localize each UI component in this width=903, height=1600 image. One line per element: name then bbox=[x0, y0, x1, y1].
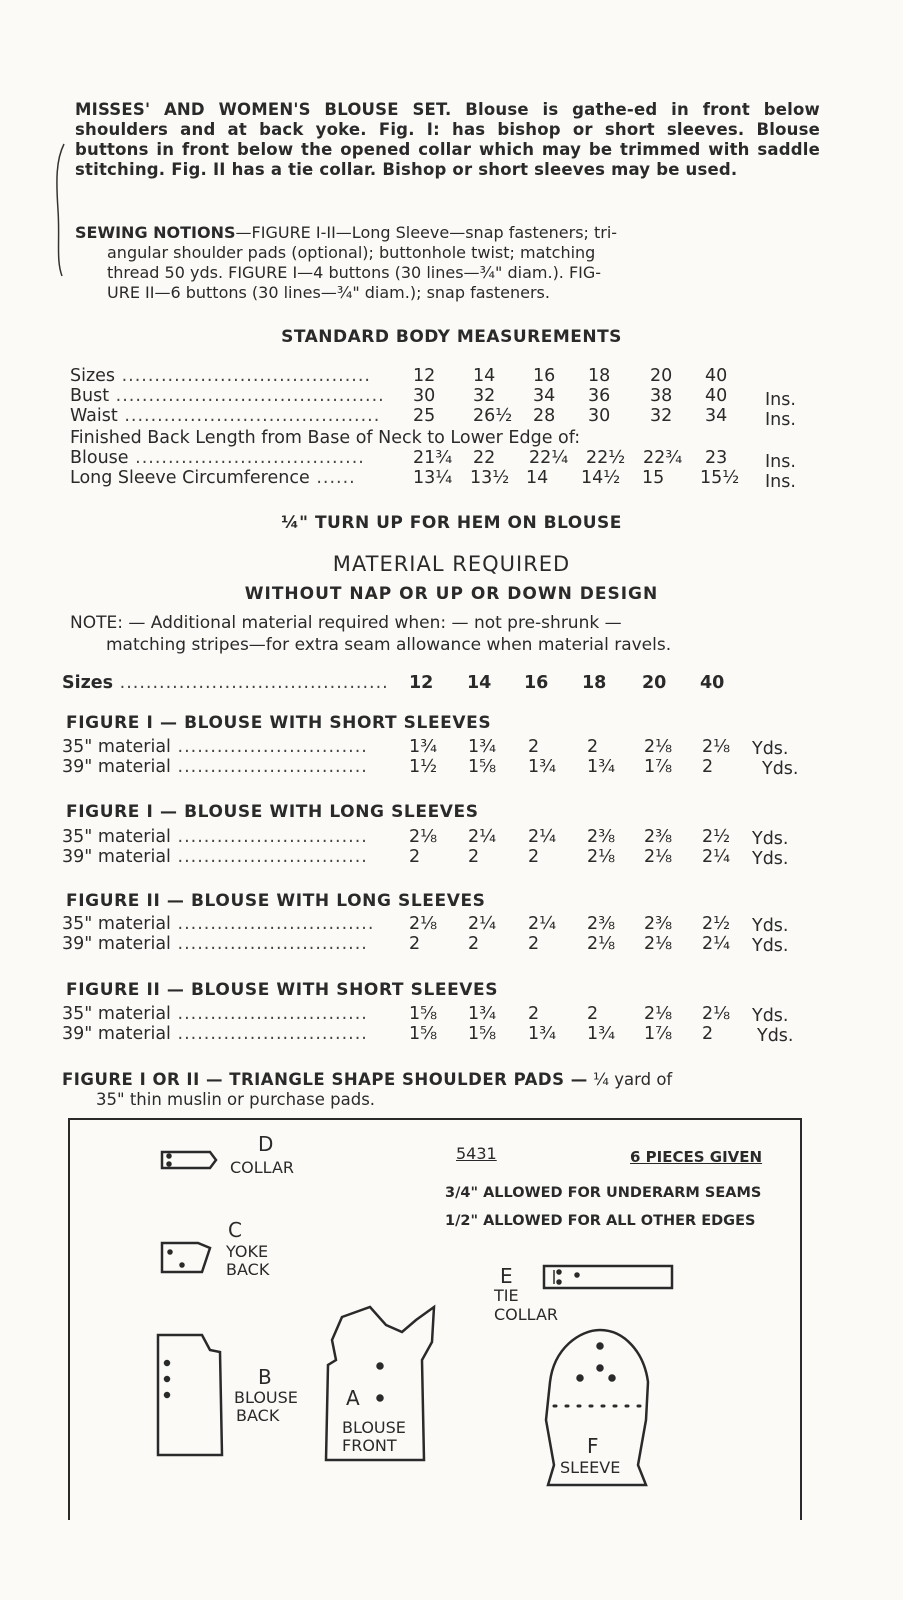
cell: 23 bbox=[705, 448, 728, 468]
cell: 2¼ bbox=[468, 827, 497, 847]
cell: 30 bbox=[588, 406, 611, 426]
pads-heading: FIGURE I OR II — TRIANGLE SHAPE SHOULDER PADS — bbox=[62, 1070, 588, 1089]
figure-heading: FIGURE II — BLOUSE WITH SHORT SLEEVES bbox=[66, 980, 499, 1000]
measurements-row-finished-length bbox=[70, 428, 860, 449]
row-label: Finished Back Length from Base of Neck to Lower Edge of: bbox=[70, 428, 581, 448]
piece-name: BACK bbox=[226, 1260, 270, 1279]
cell: 25 bbox=[413, 406, 436, 426]
cell: 2 bbox=[587, 737, 599, 757]
piece-letter: E bbox=[500, 1264, 513, 1288]
cell: 14½ bbox=[581, 468, 621, 488]
cell: 2¼ bbox=[528, 914, 557, 934]
cell: 1⅞ bbox=[644, 1024, 673, 1044]
cell: 2 bbox=[468, 847, 480, 867]
row-label: 39" material bbox=[62, 1024, 171, 1044]
shoulder-pads-note bbox=[62, 1070, 802, 1110]
unit-label: Ins. bbox=[765, 410, 796, 430]
measurements-row-waist: Waist ....................................... 25 26½ 28 30 32 34 Ins. bbox=[70, 406, 796, 430]
cell: 2⅛ bbox=[702, 1004, 731, 1024]
cell: 2 bbox=[409, 934, 421, 954]
collar-piece-shape bbox=[162, 1152, 216, 1168]
row-label: Sizes bbox=[70, 366, 116, 386]
pads-amount: ¼ yard of bbox=[587, 1070, 673, 1089]
unit-label: Yds. bbox=[752, 829, 789, 849]
cell: 28 bbox=[533, 406, 556, 426]
unit-label: Ins. bbox=[765, 452, 796, 472]
cell: 1¾ bbox=[587, 1024, 616, 1044]
notions-line-2: angular shoulder pads (optional); buttonhole twist; matching bbox=[107, 243, 596, 262]
cell: 18 bbox=[582, 673, 607, 693]
row-label: Long Sleeve Circumference bbox=[70, 468, 310, 488]
note-line-1: NOTE: — Additional material required when: — not pre-shrunk — bbox=[70, 613, 622, 633]
cell: 2⅛ bbox=[587, 934, 616, 954]
material-row: 39" material ............................. 1⅝ 1⅝ 1¾ 1¾ 1⅞ 2 Yds. bbox=[62, 1024, 794, 1046]
cell: 38 bbox=[650, 386, 673, 406]
figure-heading: FIGURE I — BLOUSE WITH SHORT SLEEVES bbox=[66, 713, 492, 733]
cell: 12 bbox=[409, 673, 434, 693]
row-label: 35" material bbox=[62, 737, 171, 757]
cell: 1½ bbox=[409, 757, 438, 777]
cell: 15 bbox=[642, 468, 665, 488]
cell: 2⅛ bbox=[587, 847, 616, 867]
piece-name: BACK bbox=[236, 1406, 280, 1425]
material-row: 39" material ............................. 1½ 1⅝ 1¾ 1¾ 1⅞ 2 Yds. bbox=[62, 757, 799, 779]
notions-heading: SEWING NOTIONS bbox=[75, 223, 236, 242]
cell: 2⅛ bbox=[644, 737, 673, 757]
piece-name: FRONT bbox=[342, 1436, 397, 1455]
cell: 2 bbox=[528, 847, 540, 867]
cell: 2⅛ bbox=[409, 914, 438, 934]
cell: 1¾ bbox=[528, 757, 557, 777]
row-label: Waist bbox=[70, 406, 118, 426]
cell: 2⅜ bbox=[644, 827, 673, 847]
piece-name: COLLAR bbox=[494, 1305, 559, 1324]
material-sizes-row: Sizes ......................................... 12 14 16 18 20 40 bbox=[62, 673, 725, 693]
material-row: 35" material .............................. 2⅛ 2¼ 2¼ 2⅜ 2⅜ 2½ Yds. bbox=[62, 914, 789, 936]
unit-label: Ins. bbox=[765, 472, 796, 492]
piece-letter: C bbox=[228, 1218, 242, 1242]
cell: 2⅜ bbox=[644, 914, 673, 934]
pattern-description: MISSES' AND WOMEN'S BLOUSE SET. Blouse is gathe-ed in front below shoulders and at back yoke. Fig. I: has bishop or short sleeves. Blouse buttons in front below the opened collar which may be trimmed with saddle stitching. Fig. II has a tie collar. Bishop or short sleeves may be used. bbox=[75, 100, 820, 179]
cell: 36 bbox=[588, 386, 611, 406]
cell: 1⅝ bbox=[409, 1024, 438, 1044]
cell: 1¾ bbox=[587, 757, 616, 777]
measurements-row-blouse: Blouse ................................... 21¾ 22 22¼ 22½ 22¾ 23 Ins. bbox=[70, 448, 796, 472]
material-row: 35" material ............................. 1¾ 1¾ 2 2 2⅛ 2⅛ Yds. bbox=[62, 737, 789, 759]
cell: 2⅜ bbox=[587, 827, 616, 847]
cell: 40 bbox=[700, 673, 725, 693]
piece-name: TIE bbox=[494, 1286, 519, 1305]
cell: 1¾ bbox=[528, 1024, 557, 1044]
cell: 2¼ bbox=[528, 827, 557, 847]
unit-label: Yds. bbox=[752, 849, 789, 869]
cell: 1¾ bbox=[468, 737, 497, 757]
pattern-number: 5431 bbox=[456, 1144, 497, 1163]
material-row: 35" material ............................. 2⅛ 2¼ 2¼ 2⅜ 2⅜ 2½ Yds. bbox=[62, 827, 789, 849]
cell: 14 bbox=[526, 468, 549, 488]
cell: 13½ bbox=[470, 468, 510, 488]
cell: 22½ bbox=[586, 448, 626, 468]
piece-name: YOKE bbox=[226, 1242, 269, 1261]
cell: 40 bbox=[705, 366, 728, 386]
cell: 34 bbox=[705, 406, 728, 426]
cell: 15½ bbox=[700, 468, 740, 488]
cell: 1⅝ bbox=[409, 1004, 438, 1024]
cell: 32 bbox=[473, 386, 496, 406]
cell: 34 bbox=[533, 386, 556, 406]
cell: 1⅝ bbox=[468, 757, 497, 777]
piece-name: BLOUSE bbox=[234, 1388, 298, 1407]
cell: 2⅛ bbox=[702, 737, 731, 757]
cell: 30 bbox=[413, 386, 436, 406]
cell: 1¾ bbox=[409, 737, 438, 757]
row-label: Bust bbox=[70, 386, 110, 406]
row-label: 39" material bbox=[62, 847, 171, 867]
cell: 40 bbox=[705, 386, 728, 406]
piece-name: BLOUSE bbox=[342, 1418, 406, 1437]
cell: 18 bbox=[588, 366, 611, 386]
row-label: 35" material bbox=[62, 827, 171, 847]
cell: 2⅛ bbox=[409, 827, 438, 847]
cell: 2½ bbox=[702, 827, 731, 847]
pads-line-2: 35" thin muslin or purchase pads. bbox=[96, 1090, 376, 1109]
cell: 22¼ bbox=[529, 448, 569, 468]
material-row: 39" material ............................. 2 2 2 2⅛ 2⅛ 2¼ Yds. bbox=[62, 934, 789, 956]
cell: 2½ bbox=[702, 914, 731, 934]
unit-label: Yds. bbox=[752, 936, 789, 956]
cell: 1⅞ bbox=[644, 757, 673, 777]
cell: 2 bbox=[587, 1004, 599, 1024]
row-label: 39" material bbox=[62, 934, 171, 954]
body-measurements-title: STANDARD BODY MEASUREMENTS bbox=[281, 327, 622, 347]
yoke-back-piece-shape bbox=[162, 1243, 210, 1272]
unit-label: Yds. bbox=[752, 916, 789, 936]
piece-letter: D bbox=[258, 1132, 274, 1156]
cell: 2 bbox=[528, 934, 540, 954]
cell: 14 bbox=[467, 673, 492, 693]
cell: 2 bbox=[409, 847, 421, 867]
notions-line-3: thread 50 yds. FIGURE I—4 buttons (30 lines—¾" diam.). FIG- bbox=[107, 263, 602, 282]
notions-line-1: —FIGURE I-II—Long Sleeve—snap fasteners; tri- bbox=[235, 223, 618, 242]
row-label: 35" material bbox=[62, 1004, 171, 1024]
hem-note: ¼" TURN UP FOR HEM ON BLOUSE bbox=[281, 513, 622, 533]
row-label: Blouse bbox=[70, 448, 129, 468]
underarm-allowance: 3/4" ALLOWED FOR UNDERARM SEAMS bbox=[445, 1185, 762, 1201]
cell: 22¾ bbox=[643, 448, 683, 468]
sewing-notions bbox=[75, 223, 820, 303]
figure-heading: FIGURE I — BLOUSE WITH LONG SLEEVES bbox=[66, 802, 479, 822]
tie-collar-piece-shape bbox=[544, 1266, 672, 1288]
cell: 2 bbox=[528, 737, 540, 757]
cell: 20 bbox=[650, 366, 673, 386]
cell: 2⅛ bbox=[644, 1004, 673, 1024]
material-note bbox=[70, 612, 810, 656]
material-required-title: MATERIAL REQUIRED bbox=[332, 552, 571, 576]
row-label: 35" material bbox=[62, 914, 171, 934]
sizes-label: Sizes bbox=[62, 673, 114, 693]
unit-label: Yds. bbox=[752, 1006, 789, 1026]
cell: 32 bbox=[650, 406, 673, 426]
cell: 2⅛ bbox=[644, 934, 673, 954]
margin-bracket-mark bbox=[50, 140, 70, 280]
cell: 16 bbox=[533, 366, 556, 386]
pieces-given: 6 PIECES GIVEN bbox=[630, 1148, 763, 1166]
unit-label: Ins. bbox=[765, 390, 796, 410]
material-row: 39" material ............................. 2 2 2 2⅛ 2⅛ 2¼ Yds. bbox=[62, 847, 789, 869]
cell: 26½ bbox=[473, 406, 513, 426]
note-line-2: matching stripes—for extra seam allowance when material ravels. bbox=[106, 635, 672, 655]
cell: 2 bbox=[528, 1004, 540, 1024]
cell: 12 bbox=[413, 366, 436, 386]
cell: 1¾ bbox=[468, 1004, 497, 1024]
piece-letter: F bbox=[587, 1434, 599, 1458]
cell: 2⅜ bbox=[587, 914, 616, 934]
cell: 2 bbox=[468, 934, 480, 954]
blouse-back-piece-shape bbox=[158, 1335, 222, 1455]
measurements-row-bust: Bust ......................................... 30 32 34 36 38 40 Ins. bbox=[70, 386, 796, 410]
cell: 21¾ bbox=[413, 448, 453, 468]
cell: 13¼ bbox=[413, 468, 453, 488]
pattern-pieces-drawing bbox=[70, 1120, 800, 1520]
cell: 14 bbox=[473, 366, 496, 386]
unit-label: Yds. bbox=[762, 759, 799, 779]
measurements-row-sizes: Sizes ...................................... 12 14 16 18 20 40 bbox=[70, 366, 728, 386]
cell: 16 bbox=[524, 673, 549, 693]
piece-name: SLEEVE bbox=[560, 1458, 621, 1477]
measurements-row-sleeve: Long Sleeve Circumference ...... 13¼ 13½ 14 14½ 15 15½ Ins. bbox=[70, 468, 796, 492]
cell: 2¼ bbox=[702, 847, 731, 867]
pattern-pieces-diagram bbox=[68, 1118, 802, 1520]
piece-name: COLLAR bbox=[230, 1158, 295, 1177]
unit-label: Yds. bbox=[757, 1026, 794, 1046]
cell: 20 bbox=[642, 673, 667, 693]
cell: 2 bbox=[702, 757, 714, 777]
material-subtitle: WITHOUT NAP OR UP OR DOWN DESIGN bbox=[244, 584, 659, 604]
cell: 2⅛ bbox=[644, 847, 673, 867]
piece-letter: B bbox=[258, 1365, 272, 1389]
figure-heading: FIGURE II — BLOUSE WITH LONG SLEEVES bbox=[66, 891, 486, 911]
cell: 22 bbox=[473, 448, 496, 468]
row-label: 39" material bbox=[62, 757, 171, 777]
unit-label: Yds. bbox=[752, 739, 789, 759]
cell: 2¼ bbox=[468, 914, 497, 934]
cell: 2 bbox=[702, 1024, 714, 1044]
cell: 1⅝ bbox=[468, 1024, 497, 1044]
piece-letter: A bbox=[346, 1386, 360, 1410]
material-row: 35" material ............................. 1⅝ 1¾ 2 2 2⅛ 2⅛ Yds. bbox=[62, 1004, 789, 1026]
cell: 2¼ bbox=[702, 934, 731, 954]
edges-allowance: 1/2" ALLOWED FOR ALL OTHER EDGES bbox=[445, 1213, 756, 1229]
notions-line-4: URE II—6 buttons (30 lines—¾" diam.); snap fasteners. bbox=[107, 283, 550, 302]
